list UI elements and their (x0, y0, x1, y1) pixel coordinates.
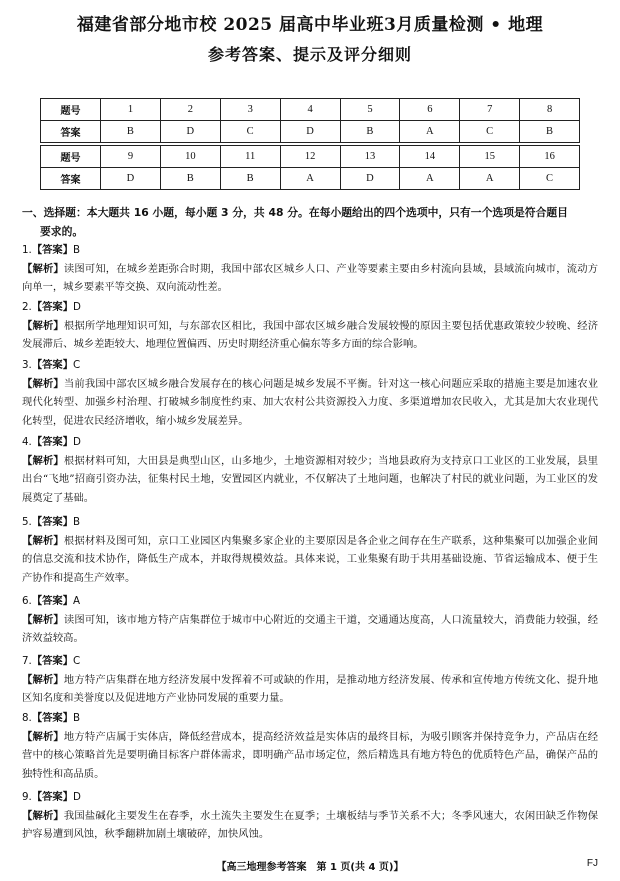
question-block (22, 592, 598, 648)
answer-cell: A (400, 121, 460, 143)
question-number: 3. (22, 359, 32, 371)
answer-tag: 【答案】 (31, 595, 74, 607)
table-row (41, 121, 580, 143)
answer-tag: 【答案】 (31, 516, 74, 528)
answer-value: B (73, 244, 81, 256)
answer-value: B (73, 712, 81, 724)
question-number-cell: 4 (280, 99, 340, 121)
explanation-tag: 【解析】 (22, 809, 64, 822)
answer-value: A (73, 595, 81, 607)
answer-line (22, 241, 598, 260)
question-number-cell: 2 (160, 99, 220, 121)
section-heading (22, 203, 600, 241)
table-row (41, 99, 580, 121)
explanation-tag: 【解析】 (22, 613, 64, 626)
question-block (22, 433, 598, 507)
question-number-cell: 12 (280, 146, 340, 168)
answer-line (22, 356, 598, 375)
answer-cell: D (340, 168, 400, 190)
answer-cell: B (520, 121, 580, 143)
answer-line (22, 652, 598, 671)
page-title: 福建省部分地市校 2025 届高中毕业班3月质量检测 • 地理 (76, 15, 544, 35)
explanation (22, 375, 598, 431)
question-number: 4. (22, 436, 32, 448)
answer-line (22, 788, 598, 807)
explanation-text: 读图可知，在城乡差距弥合时期，我国中部农区城乡人口、产业等要素主要由乡村流向县域，县域流向城市，流动方向单一，城乡要素平等交换、双向流动性差。 (22, 262, 598, 293)
explanation-tag: 【解析】 (22, 377, 64, 390)
question-number: 8. (22, 712, 32, 724)
answer-value: C (73, 655, 81, 667)
answer-line (22, 592, 598, 611)
question-number-cell: 9 (101, 146, 161, 168)
answer-tag: 【答案】 (31, 655, 74, 667)
answer-line (22, 709, 598, 728)
section-heading-line: 一、选择题：本大题共 16 小题，每小题 3 分，共 48 分。在每小题给出的四个选项中，只有一个选项是符合题目 (22, 206, 568, 219)
answer-cell: D (160, 121, 220, 143)
table-row (41, 168, 580, 190)
explanation (22, 452, 598, 508)
answer-line (22, 298, 598, 317)
page-footer (0, 858, 620, 873)
question-number: 9. (22, 791, 32, 803)
explanation (22, 728, 598, 784)
table-header-cell: 题号 (41, 146, 101, 168)
answer-value: B (73, 516, 81, 528)
question-number-cell: 16 (520, 146, 580, 168)
explanation-tag: 【解析】 (22, 454, 64, 467)
answer-cell: B (101, 121, 161, 143)
question-block (22, 709, 598, 783)
explanation-tag: 【解析】 (22, 262, 64, 275)
question-number: 6. (22, 595, 32, 607)
table-header-cell: 答案 (41, 168, 101, 190)
question-number-cell: 3 (220, 99, 280, 121)
explanation-text: 地方特产店属于实体店，降低经营成本，提高经济效益是实体店的最终目标，为吸引顾客并保持竞争力，产品店在经营中的核心策略首先是要明确目标客户群体需求，即明确产品市场定位，然后精选具有地方特色的优质特色产品，确保产品的独特性和高品质。 (22, 730, 598, 780)
answer-cell: D (280, 121, 340, 143)
question-block (22, 652, 598, 708)
question-block (22, 298, 598, 354)
footer-code: FJ (586, 858, 598, 869)
explanation (22, 807, 598, 844)
answer-tag: 【答案】 (31, 791, 74, 803)
table-header-cell: 题号 (41, 99, 101, 121)
question-block (22, 356, 598, 430)
question-number-cell: 14 (400, 146, 460, 168)
answer-value: D (73, 791, 81, 803)
explanation-tag: 【解析】 (22, 673, 64, 686)
question-number: 1. (22, 244, 32, 256)
answer-tag: 【答案】 (31, 712, 74, 724)
answer-line (22, 433, 598, 452)
answer-cell: B (160, 168, 220, 190)
question-number-cell: 13 (340, 146, 400, 168)
explanation-text: 当前我国中部农区城乡融合发展存在的核心问题是城乡发展不平衡。针对这一核心问题应采取的措施主要是加速农业现代化转型、加强乡村治理、打破城乡制度性约束、加大农村公共资源投入力度、多渠道增加农民收入，尤其是加大农业现代化转型，促进农民经济增收，缩小城乡发展差异。 (22, 377, 598, 427)
question-number-cell: 5 (340, 99, 400, 121)
question-number-cell: 11 (220, 146, 280, 168)
explanation-text: 根据材料及图可知，京口工业园区内集聚多家企业的主要原因是各企业之间存在生产联系，这种集聚可以加强企业间的信息交流和技术协作，降低生产成本，并取得规模效益。具体来说，工业集聚有助于共用基础设施、节省运输成本、便于生产协作和提高生产效率。 (22, 534, 598, 584)
explanation-text: 根据所学地理知识可知，与东部农区相比，我国中部农区城乡融合发展较慢的原因主要包括优惠政策较少较晚、经济发展滞后、城乡差距较大、地理位置偏西、历史时期经济重心偏东等多方面的综合影响。 (22, 319, 598, 350)
question-number: 5. (22, 516, 32, 528)
explanation-text: 我国盐碱化主要发生在春季，水土流失主要发生在夏季；土壤板结与季节关系不大；冬季风速大，农闲田缺乏作物保护容易遭到风蚀，秋季翻耕加剧土壤破碎，加快风蚀。 (22, 809, 598, 840)
answer-cell: B (340, 121, 400, 143)
question-number-cell: 15 (460, 146, 520, 168)
answer-cell: A (460, 168, 520, 190)
answer-cell: C (520, 168, 580, 190)
answer-cell: D (101, 168, 161, 190)
table-header-cell: 答案 (41, 121, 101, 143)
question-number-cell: 6 (400, 99, 460, 121)
table-row (41, 146, 580, 168)
answer-tag: 【答案】 (31, 436, 74, 448)
answer-cell: A (400, 168, 460, 190)
answer-tag: 【答案】 (31, 244, 74, 256)
explanation (22, 317, 598, 354)
answer-line (22, 513, 598, 532)
explanation-text: 读图可知，该市地方特产店集群位于城市中心附近的交通主干道，交通通达度高，人口流量较大，消费能力较强，经济效益较高。 (22, 613, 598, 644)
answer-cell: A (280, 168, 340, 190)
page-subtitle: 参考答案、提示及评分细则 (207, 45, 412, 64)
answer-cell: B (220, 168, 280, 190)
answer-tag: 【答案】 (31, 301, 74, 313)
question-block (22, 241, 598, 297)
explanation-tag: 【解析】 (22, 730, 64, 743)
answer-value: D (73, 436, 81, 448)
explanation-text: 根据材料可知，大田县是典型山区，山多地少，土地资源相对较少；当地县政府为支持京口工业区的工业发展，县里出台“飞地”招商引资办法，征集村民土地，安置园区内就业，不仅解决了土地问题，也解决了村民的就业问题，为工业区的发展奠定了基础。 (22, 454, 598, 504)
question-block (22, 788, 598, 844)
question-number: 2. (22, 301, 32, 313)
question-number-cell: 1 (101, 99, 161, 121)
explanation (22, 611, 598, 648)
section-heading-line: 要求的。 (40, 225, 84, 238)
explanation-tag: 【解析】 (22, 319, 64, 332)
explanation (22, 532, 598, 588)
answer-cell: C (460, 121, 520, 143)
answer-value: D (73, 301, 81, 313)
explanation (22, 671, 598, 708)
question-number-cell: 10 (160, 146, 220, 168)
question-number: 7. (22, 655, 32, 667)
question-number-cell: 8 (520, 99, 580, 121)
question-block (22, 513, 598, 587)
answer-cell: C (220, 121, 280, 143)
answer-value: C (73, 359, 81, 371)
footer-label: 【高三地理参考答案 第 1 页(共 4 页)】 (216, 862, 404, 873)
explanation-tag: 【解析】 (22, 534, 64, 547)
answer-tag: 【答案】 (31, 359, 74, 371)
explanation-text: 地方特产店集群在地方经济发展中发挥着不可或缺的作用，是推动地方经济发展、传承和宣传地方传统文化、提升地区知名度和美誉度以及促进地方产业协同发展的重要力量。 (22, 673, 598, 704)
question-number-cell: 7 (460, 99, 520, 121)
explanation (22, 260, 598, 297)
answer-table (40, 98, 580, 190)
